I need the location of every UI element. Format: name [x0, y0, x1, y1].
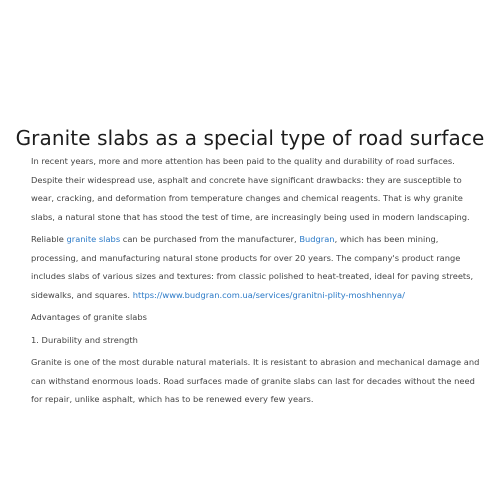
- budgran-link[interactable]: Budgran: [299, 234, 335, 244]
- durability-paragraph: Granite is one of the most durable natural materials. It is resistant to abrasion and mechanical damage and can withstand enormous loads. Road surfaces made of granite slabs can last for decades without the need for repair, unlike asphalt, which has to be renewed every few years.: [31, 357, 480, 404]
- durability-heading: 1. Durability and strength: [31, 334, 138, 345]
- granite-slabs-link[interactable]: granite slabs: [66, 234, 121, 244]
- supplier-text-prefix: Reliable: [31, 234, 67, 244]
- article-title: Granite slabs as a special type of road surface: [15, 126, 485, 150]
- supplier-text-mid2: , which has been mining, processing, and manufacturing natural stone products for over 20 years. The company's product range includes slabs of various sizes and textures: from classic polished to heat-treated, ideal for paving streets, sidewalks, and squares.: [31, 234, 474, 300]
- article-body: [31, 152, 480, 413]
- intro-paragraph: In recent years, more and more attention has been paid to the quality and durability of road surfaces. Despite their widespread use, asphalt and concrete have significant drawbacks: they are susceptible to wear, cracking, and deformation from temperature changes and chemical reagents. That is why granite slabs, a natural stone that has stood the test of time, are increasingly being used in modern landscaping.: [31, 156, 470, 222]
- supplier-text-mid1: can be purchased from the manufacturer,: [120, 234, 300, 244]
- budgran-url-link[interactable]: https://www.budgran.com.ua/services/granitni-plity-moshhennya/: [132, 289, 405, 300]
- supplier-paragraph: [31, 230, 480, 304]
- advantages-heading: Advantages of granite slabs: [31, 312, 147, 322]
